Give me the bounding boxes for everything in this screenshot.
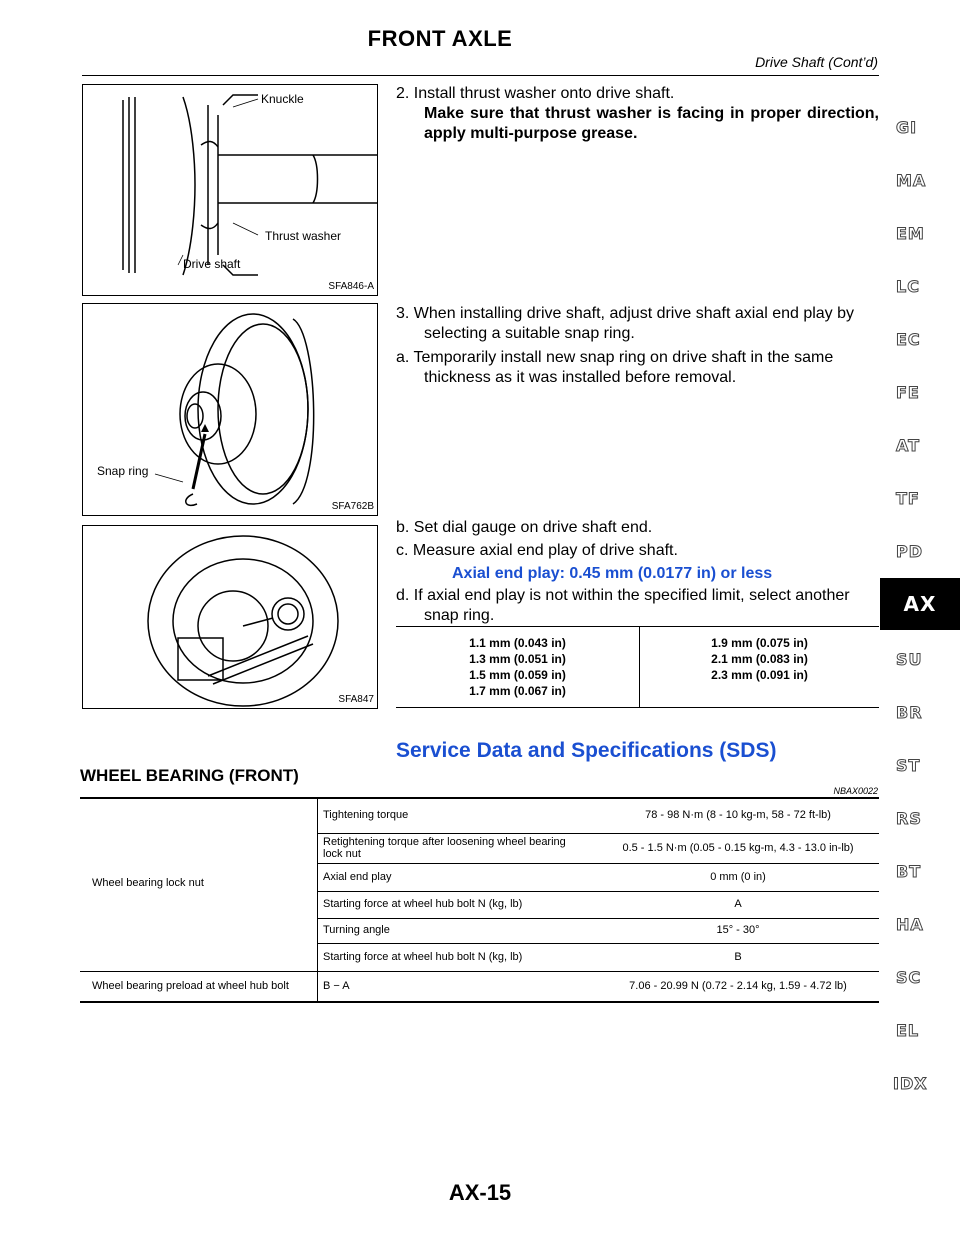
- page-number: [0, 1180, 960, 1206]
- step-3-line2: selecting a suitable snap ring.: [424, 325, 635, 342]
- snap-ring-col-2: [640, 635, 879, 683]
- group-label: Wheel bearing lock nut: [92, 877, 204, 889]
- row-value: 7.06 - 20.99 N (0.72 - 2.14 kg, 1.59 - 4.72 lb): [629, 980, 847, 992]
- snap-ring-size: 1.1 mm (0.043 in): [469, 636, 566, 650]
- figure-thrust-washer: [82, 84, 378, 296]
- index-tab-su[interactable]: SU: [896, 650, 923, 669]
- table-row: [317, 863, 879, 892]
- page-number-text: AX-15: [448, 1180, 512, 1205]
- page-title: FRONT AXLE: [367, 26, 513, 51]
- row-value: 0 mm (0 in): [710, 871, 766, 883]
- snap-ring-size: 1.5 mm (0.059 in): [469, 668, 566, 682]
- index-tab-tf[interactable]: TF: [896, 489, 920, 508]
- figure-code: SFA846-A: [328, 281, 374, 292]
- table-row: [317, 799, 879, 834]
- steps-b-c-d: [396, 518, 879, 626]
- index-tab-st[interactable]: ST: [896, 756, 921, 775]
- index-tab-bt[interactable]: BT: [896, 862, 922, 881]
- row-item: Tightening torque: [323, 809, 409, 821]
- index-tab-ax-active[interactable]: AX: [880, 578, 960, 630]
- snap-ring-size: 2.1 mm (0.083 in): [711, 652, 808, 666]
- dial-gauge-diagram: [83, 526, 377, 708]
- figure-snap-ring: [82, 303, 378, 516]
- index-tab-fe[interactable]: FE: [896, 383, 920, 402]
- row-item: Retightening torque after loosening wheel bearing lock nut: [323, 836, 566, 860]
- table-row: [317, 833, 879, 864]
- figure-code: SFA847: [338, 694, 374, 705]
- index-tab-el[interactable]: EL: [896, 1021, 920, 1040]
- row-item: Turning angle: [323, 924, 390, 936]
- sds-subtitle: WHEEL BEARING (FRONT): [80, 766, 299, 785]
- figure-code: SFA762B: [331, 501, 374, 512]
- table-row: [317, 918, 879, 944]
- index-tab-rs[interactable]: RS: [896, 809, 922, 828]
- step-2: [396, 84, 879, 144]
- step-3-line1: 3. When installing drive shaft, adjust drive shaft axial end play by: [396, 305, 855, 322]
- index-tab-ma[interactable]: MA: [896, 171, 927, 190]
- step-a-line1: a. Temporarily install new snap ring on drive shaft in the same: [396, 349, 834, 366]
- row-item: Axial end play: [323, 871, 392, 883]
- row-item: Starting force at wheel hub bolt N (kg, lb): [323, 898, 523, 910]
- row-value: A: [734, 898, 742, 910]
- index-tab-lc[interactable]: LC: [896, 277, 920, 296]
- label-snap-ring: Snap ring: [97, 464, 149, 478]
- index-tab-ec[interactable]: EC: [896, 330, 921, 349]
- step-d-line2: snap ring.: [424, 607, 495, 624]
- snap-ring-table: [396, 626, 879, 708]
- figure-dial-gauge: [82, 525, 378, 709]
- section-subtitle: Drive Shaft (Cont’d): [755, 54, 878, 70]
- axial-end-play-spec: Axial end play: 0.45 mm (0.0177 in) or less: [452, 565, 773, 582]
- row-value: 15° - 30°: [716, 924, 760, 936]
- index-tab-at[interactable]: AT: [896, 436, 921, 455]
- sds-title: Service Data and Specifications (SDS): [396, 739, 777, 762]
- row-item: B − A: [323, 980, 350, 992]
- index-tab-pd[interactable]: PD: [896, 542, 924, 561]
- row-value: 0.5 - 1.5 N·m (0.05 - 0.15 kg-m, 4.3 - 13.0 in-lb): [622, 842, 854, 854]
- table-row: [80, 971, 879, 1003]
- step-2-note: Make sure that thrust washer is facing in proper direction, apply multi-purpose grease.: [424, 105, 879, 142]
- snap-ring-size: 1.7 mm (0.067 in): [469, 684, 566, 698]
- snap-ring-size: 1.3 mm (0.051 in): [469, 652, 566, 666]
- label-thrust-washer: Thrust washer: [265, 229, 342, 243]
- index-tab-sc[interactable]: SC: [896, 968, 922, 987]
- step-3: [396, 304, 879, 388]
- sds-code: NBAX0022: [833, 786, 878, 796]
- step-b: b. Set dial gauge on drive shaft end.: [396, 519, 653, 536]
- snap-ring-size: 1.9 mm (0.075 in): [711, 636, 808, 650]
- header-divider: [82, 75, 879, 76]
- step-2-text: 2. Install thrust washer onto drive shaft.: [396, 85, 675, 102]
- index-tab-br[interactable]: BR: [896, 703, 923, 722]
- row-value: B: [734, 951, 742, 963]
- row-value: 78 - 98 N·m (8 - 10 kg-m, 58 - 72 ft-lb): [645, 809, 831, 821]
- snap-ring-diagram: [83, 304, 377, 515]
- row-item: Starting force at wheel hub bolt N (kg, lb): [323, 951, 523, 963]
- step-c: c. Measure axial end play of drive shaft.: [396, 542, 678, 559]
- index-tab-em[interactable]: EM: [896, 224, 925, 243]
- row-label: Wheel bearing preload at wheel hub bolt: [92, 980, 289, 992]
- label-drive-shaft: Drive shaft: [183, 257, 241, 271]
- step-d-line1: d. If axial end play is not within the specified limit, select another: [396, 587, 850, 604]
- index-tab-gi[interactable]: GI: [896, 118, 918, 137]
- step-a-line2: thickness as it was installed before removal.: [424, 369, 737, 386]
- wheel-bearing-table: [80, 799, 879, 1009]
- snap-ring-size: 2.3 mm (0.091 in): [711, 668, 808, 682]
- index-tab-ha[interactable]: HA: [896, 915, 924, 934]
- label-knuckle: Knuckle: [261, 92, 304, 106]
- snap-ring-col-1: [396, 635, 639, 699]
- table-row: [317, 943, 879, 972]
- index-tab-idx[interactable]: IDX: [893, 1074, 928, 1093]
- table-vertical-divider: [317, 971, 318, 1001]
- table-row: [317, 891, 879, 919]
